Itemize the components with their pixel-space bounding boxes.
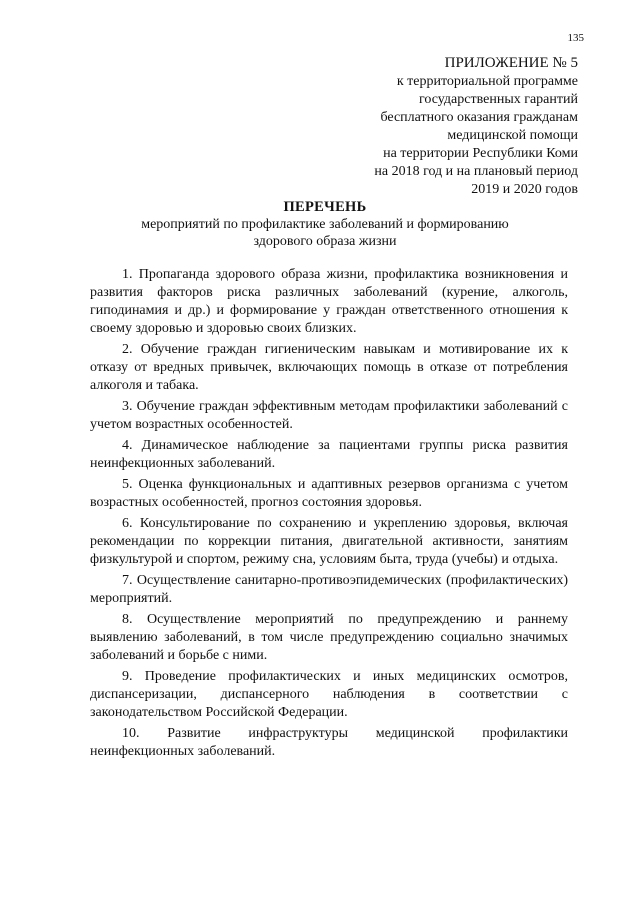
appendix-line: медицинской помощи <box>447 128 578 143</box>
appendix-header <box>374 54 578 199</box>
measures-list <box>90 266 568 764</box>
list-item: 9. Проведение профилактических и иных медицинских осмотров, диспансеризации, диспансерного наблюдения в соответствии с законодательством Российской Федерации. <box>90 669 568 720</box>
document-subtitle-line: мероприятий по профилактике заболеваний и формированию <box>141 217 509 232</box>
appendix-line: на территории Республики Коми <box>383 146 578 161</box>
list-item: 5. Оценка функциональных и адаптивных резервов организма с учетом возрастных особенностей, прогноз состояния здоровья. <box>90 477 568 510</box>
page-number: 135 <box>567 32 584 44</box>
appendix-line: государственных гарантий <box>419 92 578 107</box>
appendix-line: бесплатного оказания гражданам <box>380 110 578 125</box>
list-item: 8. Осуществление мероприятий по предупреждению и раннему выявлению заболеваний, в том числе предупреждению социально значимых заболеваний и борьбе с ними. <box>90 612 568 663</box>
list-item: 3. Обучение граждан эффективным методам профилактики заболеваний с учетом возрастных особенностей. <box>90 399 568 432</box>
appendix-line: к территориальной программе <box>396 74 578 89</box>
list-item: 7. Осуществление санитарно-противоэпидемических (профилактических) мероприятий. <box>90 573 568 606</box>
list-item: 4. Динамическое наблюдение за пациентами группы риска развития неинфекционных заболеваний. <box>90 438 568 471</box>
document-subtitle-line: здорового образа жизни <box>253 234 397 249</box>
list-item: 6. Консультирование по сохранению и укреплению здоровья, включая рекомендации по коррекции питания, двигательной активности, занятиям физкультурой и спортом, режиму сна, условиям быта, труда (учебы) и отдыха. <box>90 516 568 567</box>
document-heading <box>90 198 560 250</box>
appendix-line: на 2018 год и на плановый период <box>374 164 578 179</box>
list-item: 10. Развитие инфраструктуры медицинской профилактики неинфекционных заболеваний. <box>90 726 568 759</box>
list-item: 1. Пропаганда здорового образа жизни, профилактика возникновения и развития факторов риска различных заболеваний (курение, алкоголь, гиподинамия и др.) и формирование у граждан ответственного отношения к своему здоровью и здоровью своих близких. <box>90 267 568 336</box>
list-item: 2. Обучение граждан гигиеническим навыкам и мотивирование их к отказу от вредных привычек, включающих помощь в отказе от потребления алкоголя и табака. <box>90 342 568 393</box>
appendix-title: ПРИЛОЖЕНИЕ № 5 <box>444 55 578 71</box>
appendix-line: 2019 и 2020 годов <box>471 182 578 197</box>
document-title: ПЕРЕЧЕНЬ <box>283 199 367 215</box>
